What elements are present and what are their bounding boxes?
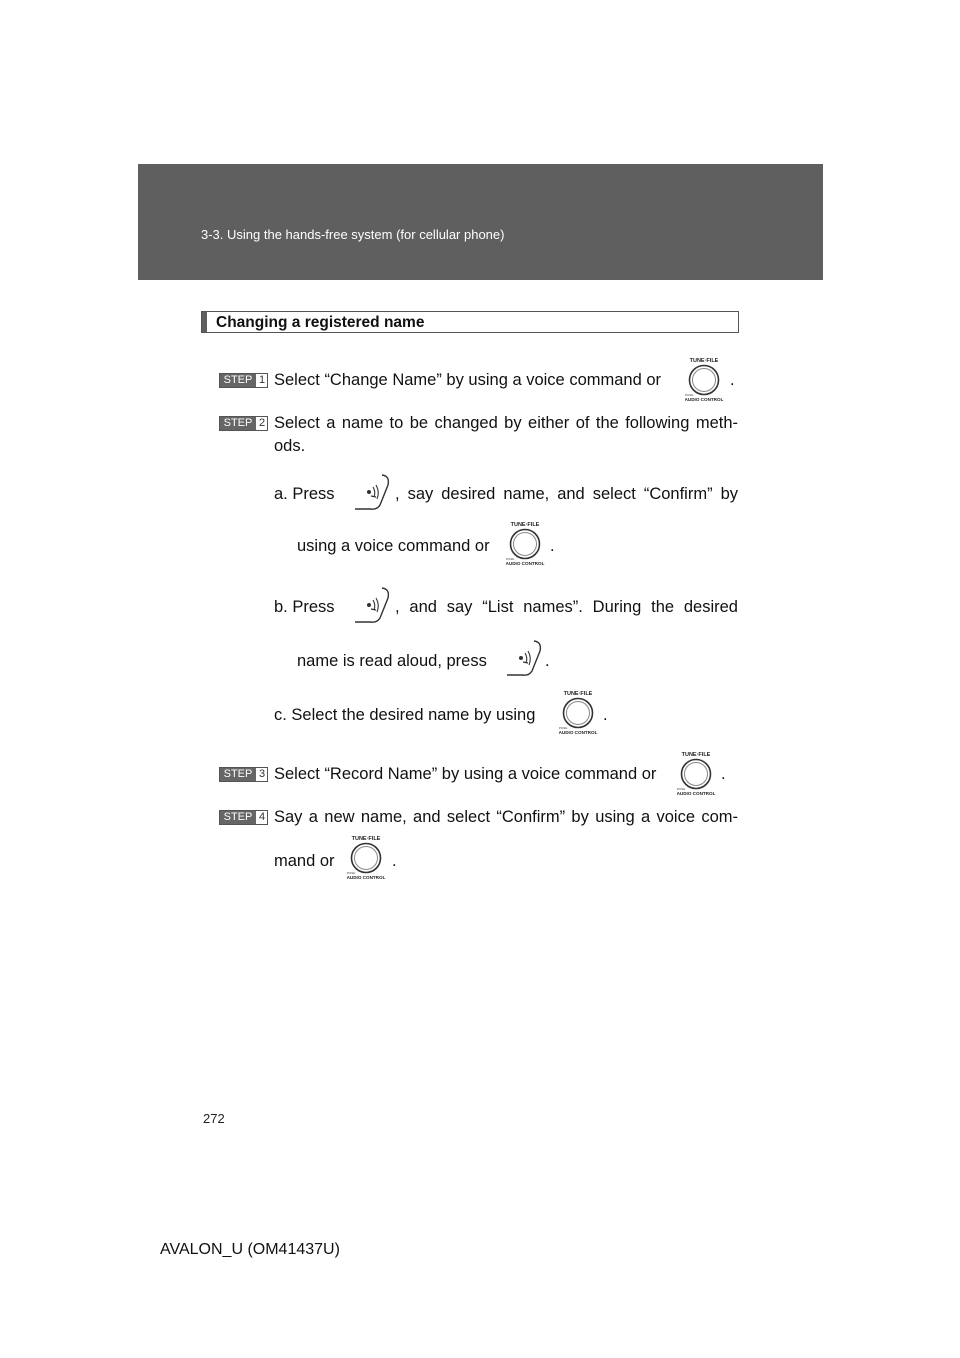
step-badge-4 (219, 810, 268, 825)
step-1-text: Select “Change Name” by using a voice command or (274, 371, 662, 389)
knob-bottom-label: AUDIO CONTROL (676, 791, 716, 796)
knob-top-label: TUNE·FILE (351, 836, 381, 842)
step-word: STEP (220, 374, 256, 387)
method-b-continuation: name is read aloud, press (297, 652, 487, 670)
tune-file-knob-icon (504, 521, 546, 567)
knob-top-label: TUNE·FILE (510, 522, 540, 528)
method-a-continuation: using a voice command or (297, 537, 490, 555)
method-a-prefix: a. Press (274, 485, 335, 503)
method-a-period: . (550, 537, 555, 555)
step-word: STEP (220, 811, 256, 824)
heading-bar (202, 312, 207, 332)
knob-bottom-label: AUDIO CONTROL (558, 730, 598, 735)
section-heading: Changing a registered name (216, 314, 425, 331)
knob-bottom-label: AUDIO CONTROL (346, 875, 386, 880)
step-2-continuation: ods. (274, 437, 306, 455)
step-number: 4 (258, 811, 266, 823)
step-number: 1 (258, 374, 266, 386)
step-number: 2 (258, 417, 266, 429)
step-3-period: . (721, 765, 726, 783)
step-2-text: Select a name to be changed by either of the following meth- (274, 414, 738, 432)
knob-push-label: PUSH (677, 787, 686, 791)
method-c-period: . (603, 706, 608, 724)
method-b-period: . (545, 652, 550, 670)
tune-file-knob-icon (345, 835, 387, 881)
knob-bottom-label: AUDIO CONTROL (684, 397, 724, 402)
talk-switch-icon (504, 638, 544, 678)
knob-top-label: TUNE·FILE (689, 358, 719, 364)
header-band (138, 164, 823, 280)
section-title: 3-3. Using the hands-free system (for cellular phone) (201, 227, 505, 242)
step-badge-3 (219, 767, 268, 782)
step-number: 3 (258, 768, 266, 780)
method-a-text: , say desired name, and select “Confirm” by (395, 485, 738, 503)
step-word: STEP (220, 768, 256, 781)
talk-switch-icon (352, 472, 392, 512)
talk-switch-icon (352, 585, 392, 625)
step-3-text: Select “Record Name” by using a voice command or (274, 765, 657, 783)
knob-top-label: TUNE·FILE (681, 752, 711, 758)
knob-push-label: PUSH (347, 871, 356, 875)
step-4-text: Say a new name, and select “Confirm” by using a voice com- (274, 808, 738, 826)
method-b-text: , and say “List names”. During the desired (395, 598, 738, 616)
section-heading-box (201, 311, 739, 333)
step-badge-1 (219, 373, 268, 388)
knob-bottom-label: AUDIO CONTROL (505, 561, 545, 566)
tune-file-knob-icon (683, 357, 725, 403)
footer-model-code: AVALON_U (OM41437U) (160, 1241, 340, 1258)
step-4-continuation: mand or (274, 852, 335, 870)
knob-push-label: PUSH (559, 726, 568, 730)
tune-file-knob-icon (557, 690, 599, 736)
method-b-prefix: b. Press (274, 598, 335, 616)
step-badge-2 (219, 416, 268, 431)
tune-file-knob-icon (675, 751, 717, 797)
knob-push-label: PUSH (685, 393, 694, 397)
step-4-period: . (392, 852, 397, 870)
knob-push-label: PUSH (506, 557, 515, 561)
step-1-period: . (730, 371, 735, 389)
step-word: STEP (220, 417, 256, 430)
method-c-text: c. Select the desired name by using (274, 706, 536, 724)
page-number: 272 (203, 1111, 225, 1126)
knob-top-label: TUNE·FILE (563, 691, 593, 697)
